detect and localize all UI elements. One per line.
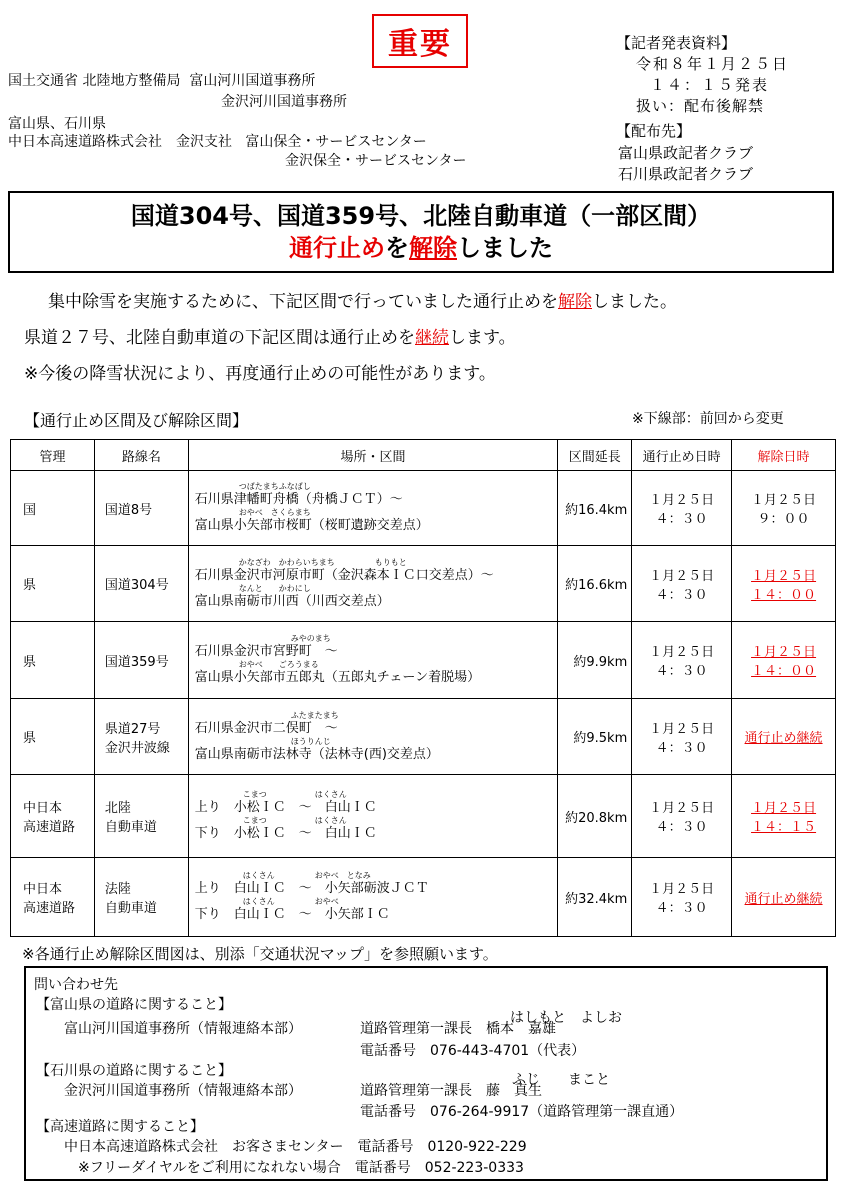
issuer-kanazawa-center: 金沢保全・サービスセンター xyxy=(285,153,467,169)
header-length: 区間延長 xyxy=(558,440,632,471)
table-row xyxy=(11,775,836,858)
row-kanri: 県 xyxy=(11,699,95,775)
contact-ishikawa-tel: 電話番号 076-264-9917（道路管理第一課直通） xyxy=(360,1104,684,1120)
contact-box xyxy=(24,966,828,1181)
contact-highway-line1: 中日本高速道路株式会社 お客さまセンター 電話番号 0120-922-229 xyxy=(64,1139,527,1155)
row-route: 県道27号 金沢井波線 xyxy=(94,699,188,775)
title-line1: 国道304号、国道359号、北陸自動車道（一部区間） xyxy=(130,202,712,230)
press-label: 【記者発表資料】 xyxy=(616,34,737,52)
map-note: ※各通行止め解除区間図は、別添「交通状況マップ」を参照願います。 xyxy=(22,945,498,963)
header-stop-time: 通行止め日時 xyxy=(632,440,732,471)
row-route: 国道8号 xyxy=(94,471,188,546)
row-route: 国道304号 xyxy=(94,546,188,622)
row-length: 約32.4km xyxy=(558,858,632,937)
row-stop-time: １月２５日 ４：３０ xyxy=(632,699,732,775)
row-length: 約16.4km xyxy=(558,471,632,546)
row-place: かなざわ かわらいちまち もりもと 石川県金沢市河原市町（金沢森本ＩＣ口交差点）～ なんと かわにし 富山県南砺市川西（川西交差点） xyxy=(188,546,558,622)
contact-highway-line2: ※フリーダイヤルをご利用になれない場合 電話番号 052-223-0333 xyxy=(78,1160,524,1176)
title-line2: 通行止めを解除しました xyxy=(289,234,553,262)
press-handling: 扱い：配布後解禁 xyxy=(636,97,765,115)
row-route: 国道359号 xyxy=(94,622,188,699)
legend-note: ※下線部：前回から変更 xyxy=(632,411,784,427)
distribution-toyama: 富山県政記者クラブ xyxy=(618,144,754,162)
header-kanri: 管理 xyxy=(11,440,95,471)
table-row xyxy=(11,622,836,699)
closure-table xyxy=(10,439,836,937)
row-lift-time: 通行止め継続 xyxy=(732,858,836,937)
row-stop-time: １月２５日 ４：３０ xyxy=(632,622,732,699)
row-kanri: 中日本 高速道路 xyxy=(11,775,95,858)
header-place: 場所・区間 xyxy=(188,440,558,471)
row-route: 北陸 自動車道 xyxy=(94,775,188,858)
important-stamp: 重要 xyxy=(372,14,468,68)
row-stop-time: １月２５日 ４：３０ xyxy=(632,546,732,622)
table-row xyxy=(11,858,836,937)
row-kanri: 県 xyxy=(11,546,95,622)
contact-ishikawa-ruby: ふじ まこと xyxy=(512,1072,610,1088)
row-stop-time: １月２５日 ４：３０ xyxy=(632,858,732,937)
issuer-nexco: 中日本高速道路株式会社 金沢支社 富山保全・サービスセンター xyxy=(8,134,427,150)
row-kanri: 県 xyxy=(11,622,95,699)
row-lift-time: １月２５日 １４：００ xyxy=(732,622,836,699)
header-lift-time: 解除日時 xyxy=(732,440,836,471)
contact-toyama-label: 【富山県の道路に関すること】 xyxy=(36,997,232,1013)
row-place: こまつ はくさん 上り 小松ＩＣ ～ 白山ＩＣ こまつ はくさん 下り 小松ＩＣ ～ 白山ＩＣ xyxy=(188,775,558,858)
distribution-label: 【配布先】 xyxy=(616,122,692,140)
contact-heading: 問い合わせ先 xyxy=(34,977,118,993)
contact-toyama-tel: 電話番号 076-443-4701（代表） xyxy=(360,1043,586,1059)
row-lift-time: １月２５日 １４：００ xyxy=(732,546,836,622)
row-route: 法陸 自動車道 xyxy=(94,858,188,937)
press-date: 令和８年１月２５日 xyxy=(636,55,790,73)
section-title: 【通行止め区間及び解除区間】 xyxy=(24,411,249,430)
issuer-prefectures: 富山県、石川県 xyxy=(8,116,106,132)
row-lift-time: 通行止め継続 xyxy=(732,699,836,775)
contact-toyama-office: 富山河川国道事務所（情報連絡本部） xyxy=(64,1021,302,1037)
contact-ishikawa-office: 金沢河川国道事務所（情報連絡本部） xyxy=(64,1083,302,1099)
contact-ishikawa-person: 道路管理第一課長 藤 真生 xyxy=(360,1083,542,1099)
row-length: 約9.5km xyxy=(558,699,632,775)
table-row xyxy=(11,546,836,622)
distribution-ishikawa: 石川県政記者クラブ xyxy=(618,165,754,183)
row-lift-time: １月２５日 ９：００ xyxy=(732,471,836,546)
contact-toyama-person: 道路管理第一課長 橋本 嘉雄 xyxy=(360,1021,556,1037)
row-stop-time: １月２５日 ４：３０ xyxy=(632,471,732,546)
issuer-kanazawa-office: 金沢河川国道事務所 xyxy=(221,94,347,110)
issuer-ministry: 国土交通省 北陸地方整備局 富山河川国道事務所 xyxy=(8,73,316,89)
body-paragraph-2: 県道２７号、北陸自動車道の下記区間は通行止めを継続します。 xyxy=(24,328,516,348)
contact-ishikawa-label: 【石川県の道路に関すること】 xyxy=(36,1063,232,1079)
row-kanri: 中日本 高速道路 xyxy=(11,858,95,937)
body-paragraph-3: ※今後の降雪状況により、再度通行止めの可能性があります。 xyxy=(24,364,496,384)
row-place: みやのまち 石川県金沢市宮野町 ～ おやべ ごろうまる 富山県小矢部市五郎丸（五郎丸チェーン着脱場） xyxy=(188,622,558,699)
contact-highway-label: 【高速道路に関すること】 xyxy=(36,1119,204,1135)
body-paragraph-1: 集中除雪を実施するために、下記区間で行っていました通行止めを解除しました。 xyxy=(48,292,677,312)
row-place: ふたまたまち 石川県金沢市二俣町 ～ ほうりんじ 富山県南砺市法林寺（法林寺(西)交差点） xyxy=(188,699,558,775)
title-box xyxy=(8,191,834,273)
row-kanri: 国 xyxy=(11,471,95,546)
row-lift-time: １月２５日 １４：１５ xyxy=(732,775,836,858)
contact-toyama-ruby: はしもと よしお xyxy=(510,1010,622,1026)
row-stop-time: １月２５日 ４：３０ xyxy=(632,775,732,858)
row-length: 約16.6km xyxy=(558,546,632,622)
header-route: 路線名 xyxy=(94,440,188,471)
table-row xyxy=(11,471,836,546)
row-place: はくさん おやべ となみ 上り 白山ＩＣ ～ 小矢部砺波ＪＣＴ はくさん おやべ 下り 白山ＩＣ ～ 小矢部ＩＣ xyxy=(188,858,558,937)
table-row xyxy=(11,699,836,775)
table-header-row xyxy=(11,440,836,471)
press-time: １４：１５発表 xyxy=(650,76,770,94)
row-length: 約20.8km xyxy=(558,775,632,858)
row-length: 約9.9km xyxy=(558,622,632,699)
row-place: つばたまちふなばし 石川県津幡町舟橋（舟橋ＪＣＴ）～ おやべ さくらまち 富山県小矢部市桜町（桜町遺跡交差点） xyxy=(188,471,558,546)
